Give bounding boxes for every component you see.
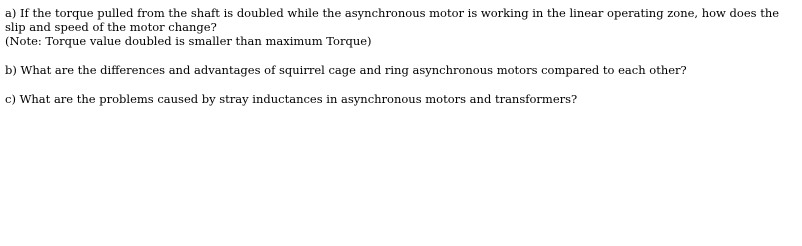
question-document	[5, 7, 795, 107]
question-a-text: a) If the torque pulled from the shaft is doubled while the asynchronous motor is working in the linear operating zone, how does the slip and speed of the motor change?	[5, 6, 780, 34]
question-b-text: b) What are the differences and advantages of squirrel cage and ring asynchronous motors compared to each other?	[5, 62, 687, 77]
question-c-text: c) What are the problems caused by stray inductances in asynchronous motors and transformers?	[5, 92, 578, 106]
question-a-note: (Note: Torque value doubled is smaller than maximum Torque)	[5, 34, 372, 48]
